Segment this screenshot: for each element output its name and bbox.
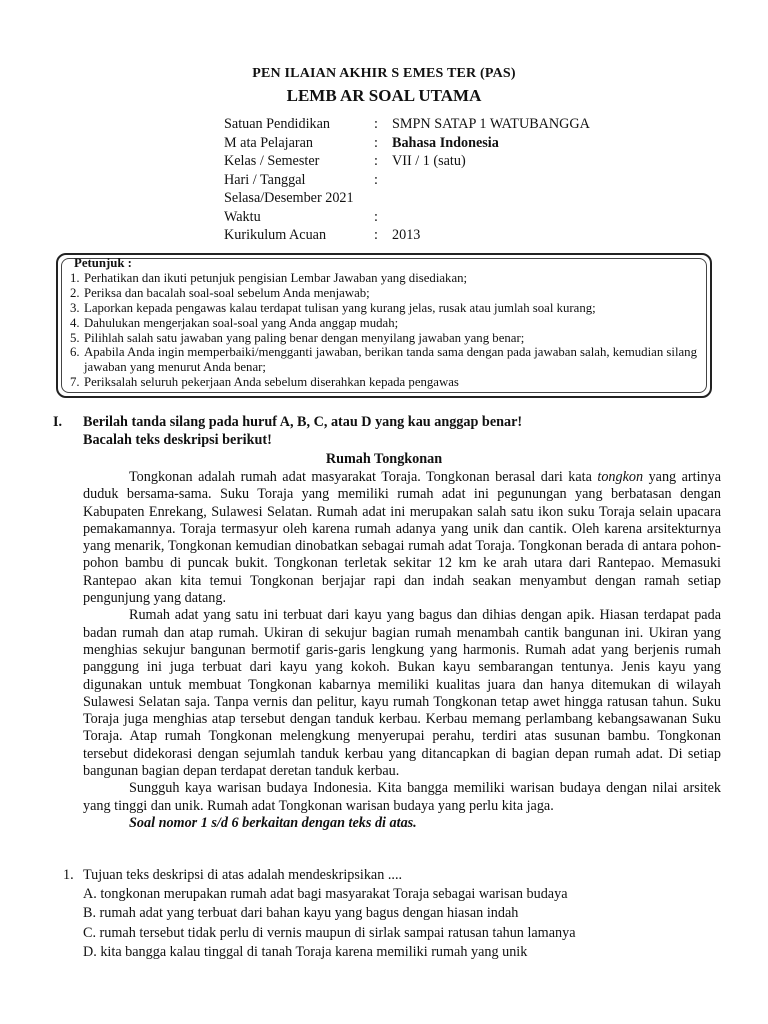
info-colon: : (374, 116, 378, 132)
instruction-item (70, 301, 710, 316)
instruction-item (70, 286, 710, 301)
info-label: Kurikulum Acuan (224, 227, 327, 243)
info-colon: : (374, 227, 378, 243)
passage-text (83, 469, 721, 832)
passage-title: Rumah Tongkonan (325, 451, 443, 467)
instruction-text: Perhatikan dan ikuti petunjuk pengisian Lembar Jawaban yang disediakan; (84, 270, 468, 285)
info-row-time (224, 208, 590, 227)
info-label: Satuan Pendidikan (224, 116, 330, 132)
info-row-curriculum (224, 226, 590, 245)
info-value: VII / 1 (satu) (392, 153, 466, 169)
info-row-school (224, 115, 590, 134)
instruction-text: Periksa dan bacalah soal-soal sebelum Anda menjawab; (84, 285, 370, 300)
instruction-item (70, 316, 710, 331)
instruction-number: 7. (70, 375, 80, 390)
info-colon: : (374, 208, 378, 225)
info-label: Kelas / Semester (224, 153, 320, 169)
sheet-title: LEMB AR SOAL UTAMA (286, 86, 482, 105)
question-1 (63, 866, 723, 962)
instruction-text: Apabila Anda ingin memperbaiki/mengganti jawaban, berikan tanda sama dengan pada jawaban salah, kemudian silang jawaban yang menurut Anda benar; (84, 345, 697, 375)
passage-paragraph: Sungguh kaya warisan budaya Indonesia. Kita bangga memiliki warisan budaya dengan nilai arsitek yang tinggi dan unik. Rumah adat Tongkonan warisan budaya yang perlu kita jaga. (83, 780, 721, 814)
info-row-subject (224, 134, 590, 153)
instruction-item (70, 271, 710, 286)
info-row-date (224, 189, 590, 208)
info-label: Waktu (224, 208, 261, 225)
info-row-day (224, 171, 590, 190)
instruction-number: 1. (70, 270, 80, 285)
answer-options (63, 885, 723, 962)
passage-paragraph: Rumah adat yang satu ini terbuat dari kayu yang bagus dan dihias dengan apik. Hiasan terdapat pada badan rumah dan atap rumah. Ukiran di sekujur bagian rumah menambah cantik bangunan ini. Ukiran yang menghias sekujur bangunan bermotif garis-garis lengkung yang harmonis. Rumah adat yang berjenis rumah panggung ini juga terbuat dari kayu yang kokoh. Bukan kayu sembarangan tentunya. Jenis kayu yang digunakan untuk membuat Tongkonan kabarnya memiliki kualitas juara dan hanya ditemukan di wilayah Sulawesi Selatan saja. Tanpa vernis dan pelitur, kayu rumah Tongkonan tetap awet hingga ratusan tahun. Suku Toraja juga menghias atap tersebut dengan tanduk kerbau. Kerbau memang perlambang kebangsawanan Suku Toraja. Atap rumah Tongkonan melengkung menyerupai perahu, terdiri atas susunan bambu. Tongkonan tersebut didekorasi dengan sejumlah tanduk kerbau yang ditancapkan di bagian depan rumah adat. Di setiap bangunan bagian depan terdapat deretan tanduk kerbau. (83, 607, 721, 780)
instruction-item (70, 331, 710, 346)
info-label: M ata Pelajaran (224, 134, 314, 151)
info-colon: : (374, 171, 378, 188)
info-colon: : (374, 134, 378, 151)
exam-info-table (224, 115, 590, 245)
info-colon: : (374, 153, 378, 169)
instruction-item (70, 345, 710, 375)
question-stem (63, 866, 723, 885)
exam-title: PEN ILAIAN AKHIR S EMES TER (PAS) (252, 66, 516, 81)
answer-option-b[interactable]: B. rumah adat yang terbuat dari bahan kayu yang bagus dengan hiasan indah (83, 905, 519, 922)
instruction-number: 4. (70, 315, 80, 330)
section-instruction-read: Bacalah teks deskripsi berikut! (83, 432, 272, 448)
instruction-text: Periksalah seluruh pekerjaan Anda sebelum diserahkan kepada pengawas (84, 375, 459, 390)
instruction-number: 5. (70, 330, 80, 345)
question-number: 1. (63, 867, 74, 883)
info-row-class (224, 152, 590, 171)
passage-text-part: yang artinya duduk bersama-sama. Suku Toraja yang memiliki rumah adat ini pegunungan yang berbatasan dengan Kabupaten Enrekang, Sulawesi Selatan. Rumah adat ini merupakan salah satu ikon suku Toraja selain upacara pemakamannya. Toraja termasyur oleh karena rumah adanya yang unik dan cantik. Oleh karena arsitekturnya yang menarik, Tongkonan kemudian dinobatkan sebagai rumah adat Toraja. Tongkonan berada di antara pohon-pohon bambu di puncak bukit. Tongkonan terletak sekitar 12 km ke arah utara dari Rantepao. Memasuki Rantepao akan kita temui Tongkonan berjajar rapi dan indah seakan menyambut dengan ramah setiap pengunjung yang datang. (83, 469, 721, 607)
info-value: 2013 (392, 227, 421, 243)
section-instruction: Berilah tanda silang pada huruf A, B, C, atau D yang kau anggap benar! (83, 414, 523, 430)
instructions-title: Petunjuk : (74, 256, 132, 270)
instructions (70, 256, 710, 390)
passage-italic-term: tongkon (597, 469, 644, 485)
passage-paragraph (83, 469, 721, 607)
instruction-number: 6. (70, 345, 80, 360)
section-number: I. (53, 414, 63, 430)
passage-text-part: Tongkonan adalah rumah adat masyarakat Toraja. Tongkonan berasal dari kata (129, 469, 598, 485)
question-text: Tujuan teks deskripsi di atas adalah mendeskripsikan .... (83, 867, 403, 883)
answer-option-a[interactable]: A. tongkonan merupakan rumah adat bagi masyarakat Toraja sebagai warisan budaya (83, 886, 568, 903)
info-label: Hari / Tanggal (224, 171, 306, 188)
instruction-item (70, 375, 710, 390)
instruction-number: 3. (70, 300, 80, 315)
instruction-text: Dahulukan mengerjakan soal-soal yang Anda anggap mudah; (84, 315, 399, 330)
info-label: Selasa/Desember 2021 (224, 190, 354, 206)
answer-option-c[interactable]: C. rumah tersebut tidak perlu di vernis maupun di sirlak sampai ratusan tahun lamanya (83, 924, 576, 941)
instruction-number: 2. (70, 285, 80, 300)
info-value: SMPN SATAP 1 WATUBANGGA (392, 116, 590, 132)
instruction-text: Laporkan kepada pengawas kalau terdapat tulisan yang kurang jelas, rusak atau jumlah soal kurang; (84, 300, 596, 315)
info-value: Bahasa Indonesia (392, 134, 499, 151)
instruction-text: Pilihlah salah satu jawaban yang paling benar dengan menyilang jawaban yang benar; (84, 330, 525, 345)
question-range-note: Soal nomor 1 s/d 6 berkaitan dengan teks di atas. (129, 814, 417, 831)
answer-option-d[interactable]: D. kita bangga kalau tinggal di tanah Toraja karena memiliki rumah yang unik (83, 943, 528, 960)
